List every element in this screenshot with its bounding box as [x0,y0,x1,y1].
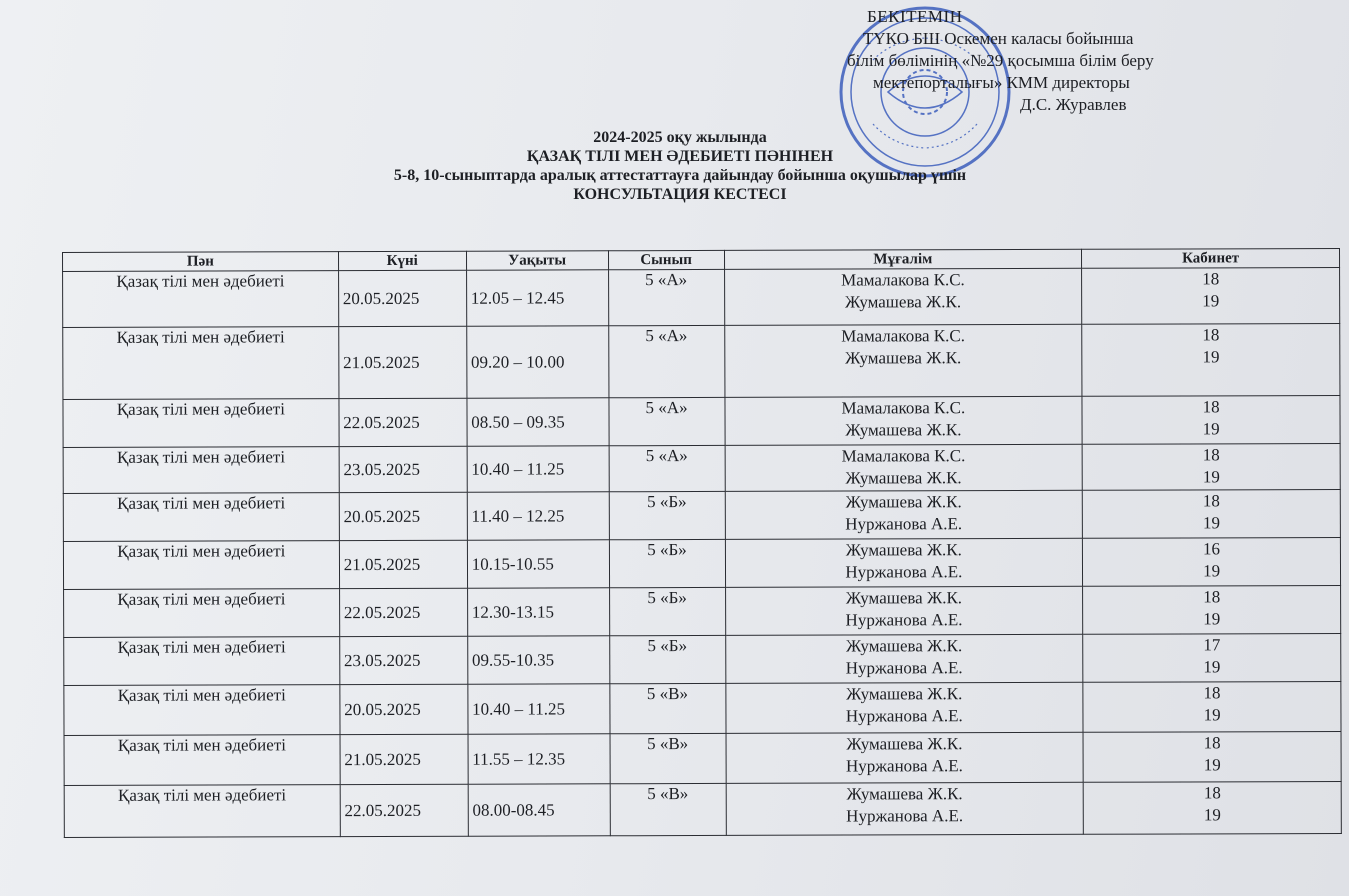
teacher-name: Жумашева Ж.К. [844,292,962,312]
table-row [64,633,1341,685]
title-line: 2024-2025 оқу жылында [593,129,767,146]
date-cell: 20.05.2025 [340,684,468,734]
date-cell: 21.05.2025 [339,540,467,588]
room-number: 19 [1202,513,1220,533]
teacher-cell [725,444,1083,491]
room-cell [1083,731,1341,782]
title-line: ҚАЗАҚ ТІЛІ МЕН ӘДЕБИЕТІ ПӘНІНЕН [526,148,834,165]
date-cell: 22.05.2025 [339,588,467,636]
room-cell [1083,681,1341,732]
room-cell [1082,395,1340,444]
column-header: Сынып [608,250,724,269]
room-cell [1083,585,1341,634]
room-number: 18 [1202,397,1220,417]
subject-cell: Қазақ тілі мен әдебиеті [64,785,340,838]
room-number: 19 [1202,347,1220,367]
room-number: 18 [1202,491,1220,511]
table-row [64,731,1341,785]
class-cell: 5 «В» [609,683,725,733]
teacher-name: Жумашева Ж.К. [846,684,963,704]
time-cell: 10.40 – 11.25 [468,684,610,734]
column-header: Уақыты [466,251,608,270]
teacher-name: Нуржанова А.Е. [845,706,963,726]
date-cell: 22.05.2025 [339,398,467,446]
subject-cell: Қазақ тілі мен әдебиеті [63,493,339,542]
room-number: 18 [1202,269,1220,289]
teacher-cell [724,324,1082,397]
room-cell [1082,323,1340,396]
subject-cell: Қазақ тілі мен әдебиеті [64,637,340,686]
class-cell: 5 «А» [609,397,725,445]
teacher-name: Нуржанова А.Е. [845,658,963,678]
teacher-name: Нуржанова А.Е. [845,562,963,582]
room-cell [1082,489,1340,538]
table-row [63,537,1340,589]
document-title [180,128,1180,204]
time-cell: 12.30-13.15 [467,588,609,636]
teacher-cell [726,782,1084,835]
teacher-name: Жумашева Ж.К. [845,636,963,656]
room-cell [1083,537,1341,586]
class-cell: 5 «Б» [609,491,725,539]
date-cell: 23.05.2025 [339,446,467,492]
title-line: 5-8, 10-сыныптарда аралық аттестаттауға дайындау бойынша оқушылар үшін [393,167,967,184]
director-name: Д.С. Журавлев [1020,95,1127,114]
teacher-name: Жумашева Ж.К. [845,588,963,608]
teacher-cell [725,682,1083,733]
approval-title: БЕКІТЕМІН [867,7,963,26]
approval-line: ТҮКО БШ Оскемен каласы бойынша [863,29,1134,48]
teacher-cell [724,396,1082,445]
teacher-cell [724,268,1082,325]
column-header: Күні [338,251,466,270]
teacher-name: Мамалакова К.С. [841,270,965,290]
approval-line: білім бөлімінің «№29 қосымша білім беру [847,51,1154,70]
time-cell: 11.40 – 12.25 [467,492,609,540]
subject-cell: Қазақ тілі мен әдебиеті [64,589,340,638]
room-number: 19 [1202,467,1220,487]
teacher-name: Жумашева Ж.К. [846,734,963,754]
room-number: 19 [1203,705,1221,725]
room-number: 18 [1202,325,1220,345]
room-number: 18 [1202,445,1220,465]
time-cell: 10.40 – 11.25 [467,446,609,492]
column-header: Мұғалім [724,249,1082,269]
teacher-name: Жумашева Ж.К. [846,784,963,804]
teacher-cell [725,538,1083,587]
table-row [63,395,1340,447]
subject-cell: Қазақ тілі мен әдебиеті [63,271,339,328]
room-number: 16 [1203,539,1221,559]
room-number: 19 [1202,291,1220,311]
date-cell: 23.05.2025 [339,636,467,684]
table-row [63,489,1340,541]
room-cell [1082,443,1340,490]
room-number: 19 [1203,609,1221,629]
teacher-cell [725,490,1083,539]
class-cell: 5 «В» [610,783,726,835]
room-number: 18 [1203,683,1221,703]
class-cell: 5 «Б» [609,539,725,587]
subject-cell: Қазақ тілі мен әдебиеті [64,685,340,736]
class-cell: 5 «А» [608,269,724,325]
date-cell: 21.05.2025 [338,326,466,398]
teacher-cell [726,732,1084,783]
class-cell: 5 «Б» [609,587,725,635]
room-cell [1083,781,1341,834]
date-cell: 20.05.2025 [339,492,467,540]
teacher-name: Мамалакова К.С. [841,398,966,418]
time-cell: 08.50 – 09.35 [467,398,609,446]
room-cell [1082,267,1340,324]
time-cell: 10.15-10.55 [467,540,609,588]
teacher-name: Жумашева Ж.К. [845,420,962,440]
class-cell: 5 «А» [608,325,724,397]
subject-cell: Қазақ тілі мен әдебиеті [63,447,339,494]
teacher-cell [725,634,1083,683]
subject-cell: Қазақ тілі мен әдебиеті [64,735,340,786]
teacher-name: Жумашева Ж.К. [845,468,962,488]
teacher-name: Жумашева Ж.К. [845,348,962,368]
room-number: 18 [1203,733,1221,753]
table-row [63,267,1340,327]
teacher-name: Нуржанова А.Е. [845,610,963,630]
room-number: 19 [1203,805,1221,825]
column-header: Пән [63,252,339,272]
class-cell: 5 «В» [610,733,726,783]
teacher-name: Мамалакова К.С. [841,446,966,466]
room-number: 19 [1203,755,1221,775]
teacher-name: Жумашева Ж.К. [845,540,962,560]
room-number: 19 [1202,419,1220,439]
approval-block [845,6,1245,116]
date-cell: 20.05.2025 [338,270,466,326]
table-row [63,323,1340,399]
class-cell: 5 «Б» [609,635,725,683]
time-cell: 08.00-08.45 [468,784,610,836]
schedule-table [62,248,1342,838]
subject-cell: Қазақ тілі мен әдебиеті [63,327,339,400]
table-row [64,585,1341,637]
time-cell: 09.20 – 10.00 [466,326,608,398]
title-line: КОНСУЛЬТАЦИЯ КЕСТЕСІ [573,186,787,203]
teacher-name: Жумашева Ж.К. [845,492,962,512]
table-row [64,681,1341,735]
subject-cell: Қазақ тілі мен әдебиеті [63,399,339,448]
column-header: Кабинет [1082,248,1340,268]
teacher-cell [725,586,1083,635]
date-cell: 21.05.2025 [340,734,468,784]
teacher-name: Нуржанова А.Е. [845,514,963,534]
table-row [63,443,1340,493]
room-number: 18 [1203,587,1221,607]
room-number: 19 [1203,657,1221,677]
table-row [64,781,1341,837]
time-cell: 12.05 – 12.45 [466,270,608,326]
room-number: 19 [1203,561,1221,581]
teacher-name: Нуржанова А.Е. [845,756,963,776]
teacher-name: Мамалакова К.С. [841,326,966,346]
subject-cell: Қазақ тілі мен әдебиеті [63,541,339,590]
room-number: 18 [1203,783,1221,803]
approval-line: мектепорталығы» КММ директоры [873,73,1130,92]
room-number: 17 [1203,635,1221,655]
room-cell [1083,633,1341,682]
time-cell: 11.55 – 12.35 [468,734,610,784]
date-cell: 22.05.2025 [340,784,468,836]
class-cell: 5 «А» [609,445,725,491]
teacher-name: Нуржанова А.Е. [846,806,964,826]
time-cell: 09.55-10.35 [467,636,609,684]
